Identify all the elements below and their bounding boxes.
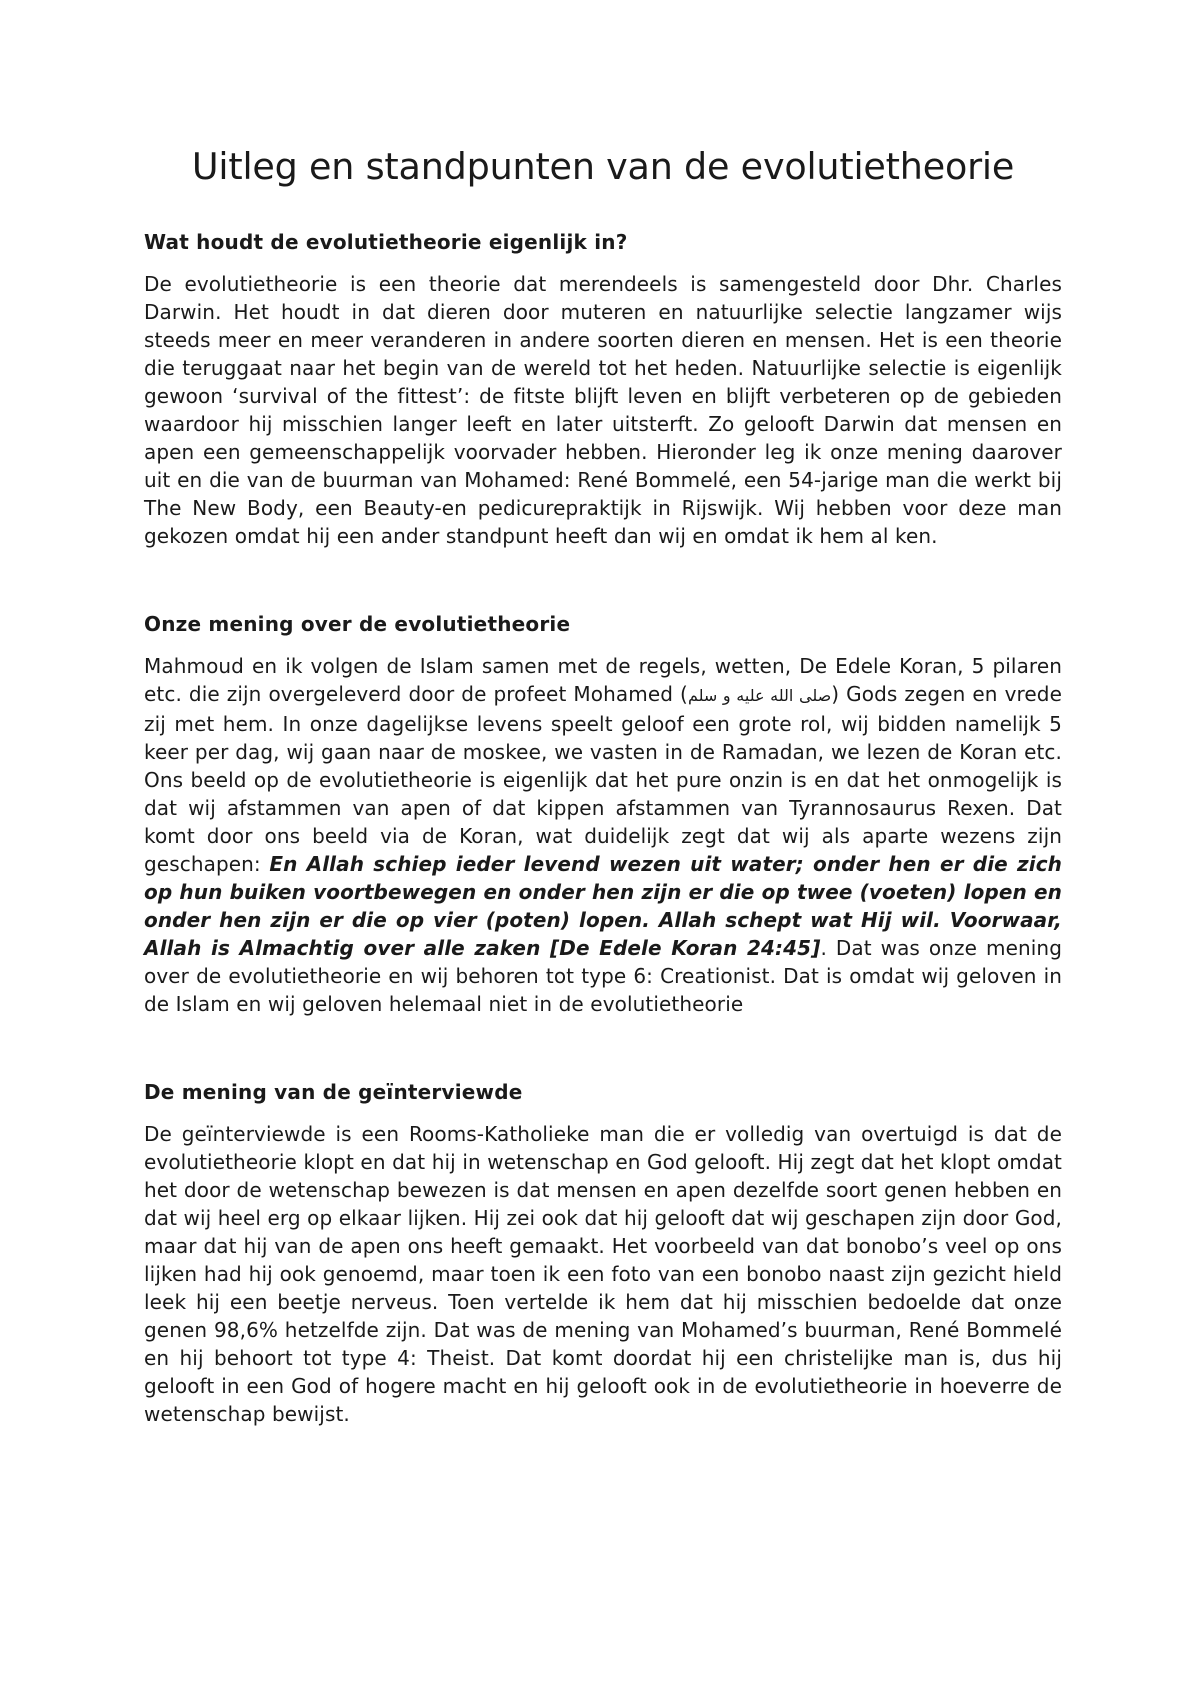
- section-heading-our-opinion: Onze mening over de evolutietheorie: [144, 612, 571, 636]
- section-paragraph-what-is-evolution: De evolutietheorie is een theorie dat merendeels is samengesteld door Dhr. Charles Darwin. Het houdt in dat dieren door muteren en natuurlijke selectie langzamer wijs steeds meer en meer veranderen in andere soorten dieren en mensen. Het is een theorie die teruggaat naar het begin van de wereld tot het heden. Natuurlijke selectie is eigenlijk gewoon ‘survival of the fittest’: de fitste blijft leven en blijft verbeteren op de gebieden waardoor hij misschien langer leeft en later uitsterft. Zo gelooft Darwin dat mensen en apen een gemeenschappelijk voorvader hebben. Hieronder leg ik onze mening daarover uit en die van de buurman van Mohamed: René Bommelé, een 54-jarige man die werkt bij The New Body, een Beauty-en pedicurepraktijk in Rijswijk. Wij hebben voor deze man gekozen omdat hij een ander standpunt heeft dan wij en omdat ik hem al ken.: [144, 272, 1062, 548]
- koran-quote: En Allah schiep ieder levend wezen uit water; onder hen er die zich op hun buiken voortbewegen en onder hen zijn er die op twee (voeten) lopen en onder hen zijn er die op vier (poten) lopen. Allah schept wat Hij wil. Voorwaar, Allah is Almachtig over alle zaken [De Edele Koran 24:45]: [144, 852, 1062, 960]
- opinion-text-part1: Mahmoud en ik volgen de Islam samen met de regels, wetten, De Edele Koran, 5 pilaren etc. die zijn overgeleverd door de profeet Mohamed (: [144, 654, 1062, 706]
- opinion-text-part3: . Dat was onze mening over de evolutietheorie en wij behoren tot type 6: Creationist. Dat is omdat wij geloven in de Islam en wij geloven helemaal niet in de evolutietheorie: [144, 936, 1062, 1016]
- opinion-text-part2: ) Gods zegen en vrede zij met hem. In onze dagelijkse levens speelt geloof een grote rol, wij bidden namelijk 5 keer per dag, wij gaan naar de moskee, we vasten in de Ramadan, we lezen de Koran etc. Ons beeld op de evolutietheorie is eigenlijk dat het pure onzin is en dat het onmogelijk is dat wij afstammen van apen of dat kippen afstammen van Tyrannosaurus Rexen. Dat komt door ons beeld via de Koran, wat duidelijk zegt dat wij als aparte wezens zijn geschapen:: [144, 682, 1062, 876]
- arabic-blessing: صلى الله عليه و سلم: [687, 686, 832, 705]
- section-paragraph-our-opinion: [144, 652, 1062, 1018]
- section-heading-what-is-evolution: Wat houdt de evolutietheorie eigenlijk in?: [144, 230, 628, 254]
- document-page: [144, 140, 1062, 1428]
- section-heading-interviewee-opinion: De mening van de geïnterviewde: [144, 1080, 523, 1104]
- document-title: Uitleg en standpunten van de evolutietheorie: [191, 145, 1015, 188]
- section-paragraph-interviewee-opinion: De geïnterviewde is een Rooms-Katholieke man die er volledig van overtuigd is dat de evolutietheorie klopt en dat hij in wetenschap en God gelooft. Hij zegt dat het klopt omdat het door de wetenschap bewezen is dat mensen en apen dezelfde soort genen hebben en dat wij heel erg op elkaar lijken. Hij zei ook dat hij gelooft dat wij geschapen zijn door God, maar dat hij van de apen ons heeft gemaakt. Het voorbeeld van dat bonobo’s veel op ons lijken had hij ook genoemd, maar toen ik een foto van een bonobo naast zijn gezicht hield leek hij een beetje nerveus. Toen vertelde ik hem dat hij misschien bedoelde dat onze genen 98,6% hetzelfde zijn. Dat was de mening van Mohamed’s buurman, René Bommelé en hij behoort tot type 4: Theist. Dat komt doordat hij een christelijke man is, dus hij gelooft in een God of hogere macht en hij gelooft ook in de evolutietheorie in hoeverre de wetenschap bewijst.: [144, 1122, 1063, 1426]
